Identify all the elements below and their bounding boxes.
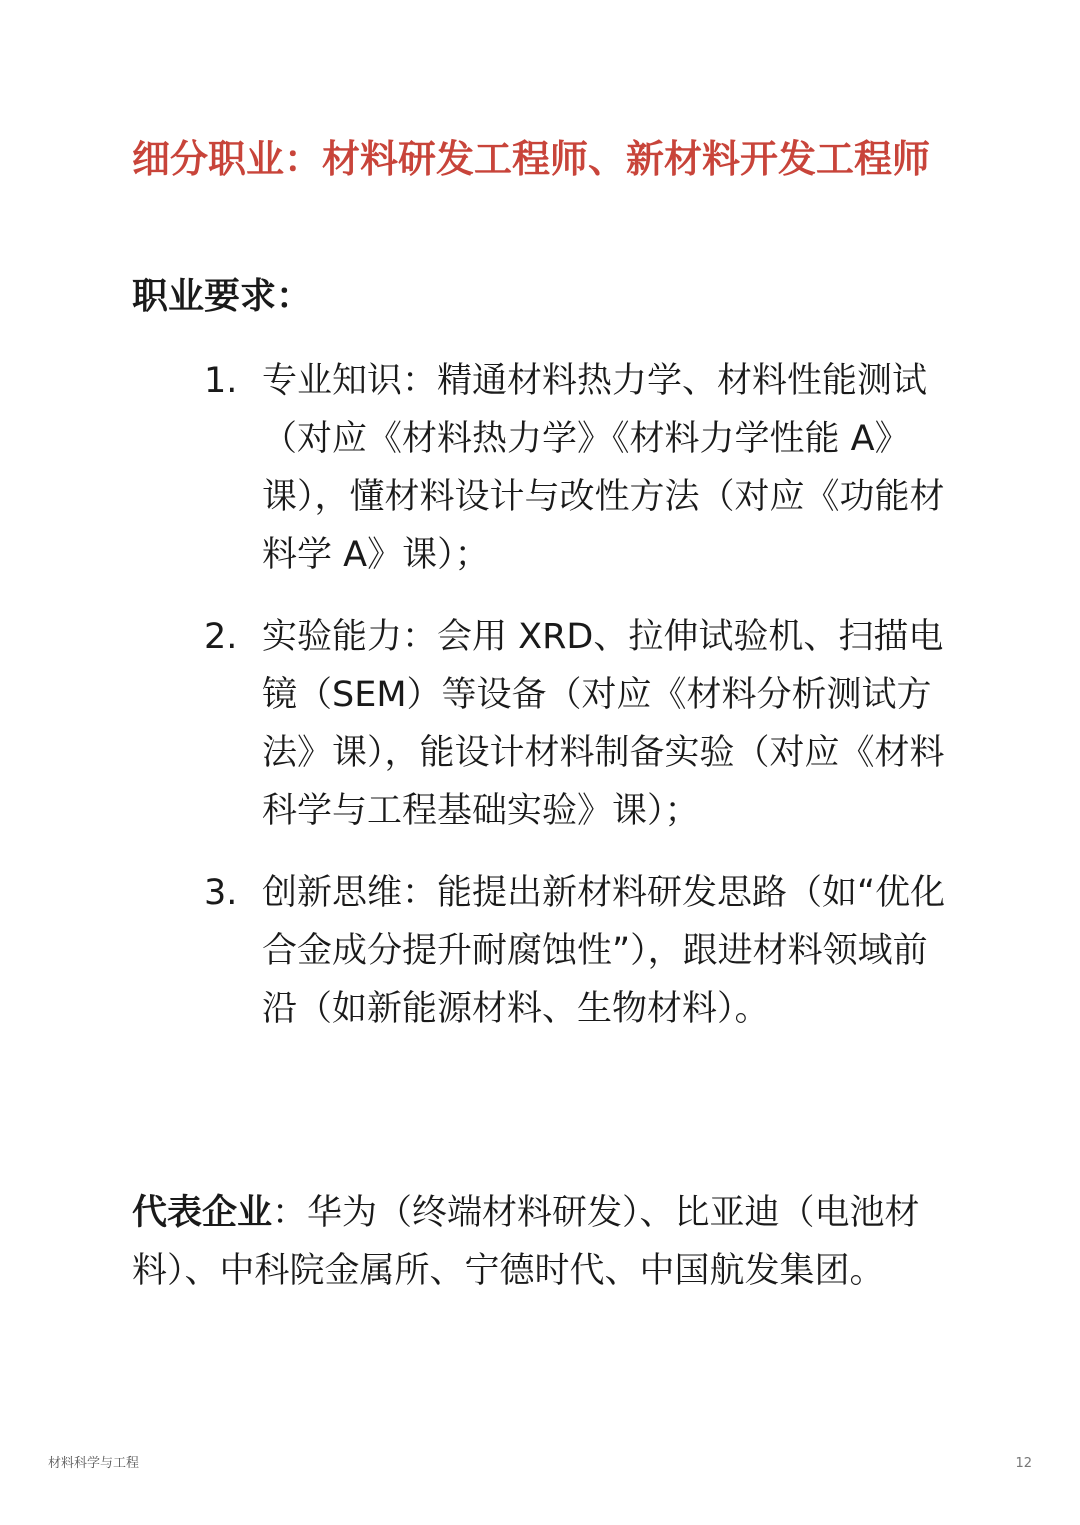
requirement-item-1: [204, 352, 954, 584]
footer-document-name: 材料科学与工程: [48, 1456, 140, 1471]
representative-enterprises: [132, 1184, 952, 1300]
requirement-text: 实验能力：会用 XRD、拉伸试验机、扫描电镜（SEM）等设备（对应《材料分析测试方法》课），能设计材料制备实验（对应《材料科学与工程基础实验》课）；: [262, 617, 945, 831]
requirement-text: 专业知识：精通材料热力学、材料性能测试（对应《材料热力学》《材料力学性能 A》课），懂材料设计与改性方法（对应《功能材料学 A》课）；: [262, 361, 945, 575]
section-title: 细分职业：材料研发工程师、新材料开发工程师: [132, 137, 931, 181]
requirement-item-3: [204, 864, 954, 1038]
requirement-number: 3.: [204, 873, 238, 913]
enterprises-label: 代表企业: [132, 1193, 273, 1233]
requirements-label: 职业要求：: [132, 276, 313, 317]
requirement-text: 创新思维：能提出新材料研发思路（如“优化合金成分提升耐腐蚀性”），跟进材料领域前沿（如新能源材料、生物材料）。: [262, 873, 946, 1029]
requirements-list: [204, 352, 954, 1038]
requirement-number: 2.: [204, 617, 238, 657]
requirement-item-2: [204, 608, 954, 840]
enterprises-colon: ：: [272, 1193, 308, 1233]
enterprises-text: 华为（终端材料研发）、比亚迪（电池材料）、中科院金属所、宁德时代、中国航发集团。: [132, 1193, 920, 1291]
footer-page-number: 12: [1015, 1456, 1032, 1471]
requirement-number: 1.: [204, 361, 238, 401]
